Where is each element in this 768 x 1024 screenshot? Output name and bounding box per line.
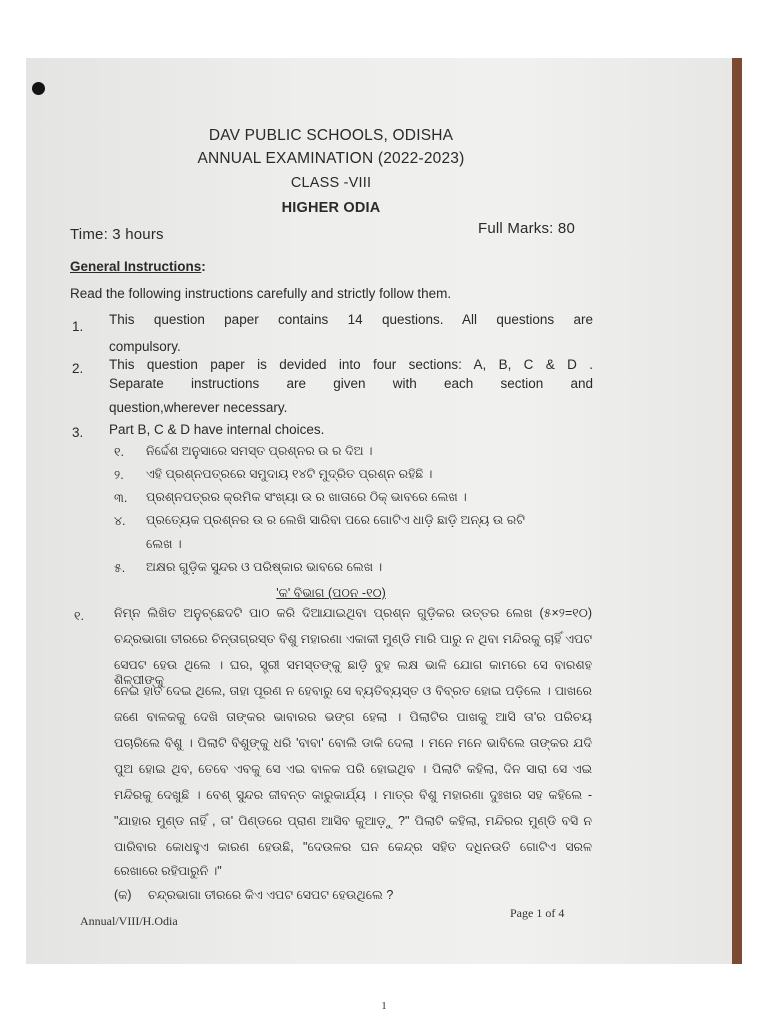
passage-line-11: ରେଖାରେ ରହିପାରୁନି ।" (114, 864, 222, 878)
section-title: 'କ' ବିଭାଗ (ପଠନ -୧୦) (276, 586, 386, 600)
odia-instruction-5-text: ଅକ୍ଷର ଗୁଡ଼ିକ ସୁନ୍ଦର ଓ ପରିଷ୍କାର ଭାବରେ ଲେଖ । (146, 560, 383, 574)
paper-code: Annual/VIII/H.Odia (80, 914, 178, 928)
passage-line-9: "ଯାହାର ମୁଣ୍ଡ ନାହିଁ , ତା' ପିଣ୍ଡରେ ପ୍ରାଣ ଆସିବ କୁଆଡ଼ୁ ?" ପିଲାଟି କହିଲା, ମନ୍ଦିରର ମୁଣ୍ଡି ବସି ନ (114, 814, 592, 828)
instruction-2-line-1: This question paper is devided into four sections: A, B, C & D . (109, 357, 593, 372)
odia-instruction-1-text: ନିର୍ଦ୍ଦେଶ ଅନୁସାରେ ସମସ୍ତ ପ୍ରଶ୍ନର ଉ ର ଦିଅ । (146, 444, 373, 458)
odia-instruction-4-num: ୪. (114, 514, 126, 528)
odia-instruction-3-text: ପ୍ରଶ୍ନପତ୍ରର କ୍ରମିକ ସଂଖ୍ୟା ଉ ର ଖାତାରେ ଠିକ୍ ଭାବରେ ଲେଖ । (146, 490, 467, 504)
instruction-1-line-1: This question paper contains 14 questions. All questions are (109, 312, 593, 327)
instruction-1-num: 1. (72, 319, 84, 334)
passage-line-6: ପଚାରିଲେ ବିଶୁ । ପିଲାଟି ବିଶୁଙ୍କୁ ଧରି 'ବାବା' ବୋଲି ଡାକି ଦେଲା । ମନେ ମନେ ଭାବିଲେ ତାଙ୍କର ଯଦି (114, 736, 592, 750)
passage-line-5: ଜଣେ ବାଳକକୁ ଦେଖି ତାଙ୍କର ଭାବାରର ଭଙ୍ଗ ହେଲା । ପିଲାଟିର ପାଖକୁ ଆସି ତା'ର ପରିଚୟ (114, 710, 592, 724)
instruction-2-line-3: question,wherever necessary. (109, 400, 288, 415)
passage-line-2: ଚନ୍ଦ୍ରଭାଗା ତୀରରେ ଚିନ୍ତାଗ୍ରସ୍ତ ବିଶୁ ମହାରଣା ଏକାକୀ ମୁଣ୍ଡି ମାରି ପାରୁ ନ ଥିବା ମନ୍ଦିରକୁ ଚାହିଁ ଏପଟ (114, 632, 592, 646)
odia-instruction-5-num: ୫. (114, 561, 126, 575)
odia-instruction-4-line-2: ଲେଖ । (146, 537, 182, 551)
full-marks: Full Marks: 80 (478, 220, 575, 237)
school-name: DAV PUBLIC SCHOOLS, ODISHA (208, 127, 454, 144)
instruction-3-num: 3. (72, 425, 84, 440)
subject-title: HIGHER ODIA (281, 200, 381, 216)
instructions-heading-colon: : (201, 259, 206, 274)
class-label: CLASS -VIII (290, 175, 372, 191)
instructions-heading-text: General Instructions (70, 259, 202, 274)
instruction-2-num: 2. (72, 361, 84, 376)
passage-line-1: ନିମ୍ନ ଲିଖିତ ଅନୁଚ୍ଛେଦଟି ପାଠ କରି ଦିଆଯାଇଥିବା ପ୍ରଶ୍ନ ଗୁଡ଼ିକର ଉତ୍ତର ଲେଖ (୫×୨=୧୦) (114, 606, 592, 620)
page-number: 1 (381, 1000, 387, 1012)
page-indicator: Page 1 of 4 (510, 906, 565, 920)
instructions-intro: Read the following instructions carefully and strictly follow them. (70, 286, 452, 301)
passage-line-3: ସେପଟ ହେଉ ଥିଲେ । ଘର, ସ୍ତ୍ରୀ ସମସ୍ତଙ୍କୁ ଛାଡ଼ି ବୁହ ଲକ୍ଷ ଭାଳି ଯୋଗ କାମରେ ସେ ବାରଶହ ଶିଳ୍ପୀଙ୍କୁ (114, 658, 592, 687)
question-1-num: ୧. (74, 609, 84, 623)
instructions-heading (70, 259, 206, 274)
document-photo (26, 58, 742, 964)
sub-question-num: (କ) (114, 888, 132, 902)
exam-title: ANNUAL EXAMINATION (2022-2023) (197, 150, 465, 167)
passage-line-7: ପୁଅ ହୋଇ ଥିବ, ତେବେ ଏବକୁ ସେ ଏଇ ବାଳକ ପରି ହୋଇଥିବ । ପିଲାଟି କହିଲା, ଦିନ ସାରା ସେ ଏଇ (114, 762, 592, 776)
odia-instruction-2-num: ୨. (114, 468, 124, 482)
instruction-1-line-2: compulsory. (109, 339, 181, 354)
odia-instruction-4-line-1: ପ୍ରତ୍ୟେକ ପ୍ରଶ୍ନର ଉ ର ଲେଖି ସାରିବା ପରେ ଗୋଟିଏ ଧାଡ଼ି ଛାଡ଼ି ଅନ୍ୟ ଉ ରଟି (146, 513, 525, 527)
instruction-2-line-2: Separate instructions are given with each section and (109, 376, 593, 391)
question-paper (26, 58, 732, 964)
odia-instruction-2-text: ଏହି ପ୍ରଶ୍ନପତ୍ରରେ ସମୁଦାୟ ୧୪ଟି ମୁଦ୍ରିତ ପ୍ରଶ୍ନ ରହିଛି । (146, 467, 433, 481)
instruction-3-line-1: Part B, C & D have internal choices. (109, 422, 325, 437)
passage-line-4: ନେଇ ହାତ ଦେଇ ଥିଲେ, ତାହା ପୂରଣ ନ ହେବାରୁ ସେ ବ୍ୟତିବ୍ୟସ୍ତ ଓ ବିବ୍ରତ ହୋଇ ପଡ଼ିଲେ । ପାଖରେ (114, 684, 592, 698)
passage-line-10: ପାରିବାର କୋଧହୁଏ କାରଣ ହେଉଛି, "ଦେଉଳର ଘନ କେନ୍ଦ୍ର ସହିତ ଦଧିନଉତି ଗୋଟିଏ ସରଳ (114, 840, 592, 854)
punch-hole (32, 82, 45, 95)
time-label: Time: 3 hours (70, 226, 164, 243)
odia-instruction-3-num: ୩. (114, 491, 128, 505)
sub-question-text: ଚନ୍ଦ୍ରଭାଗା ତୀରରେ କିଏ ଏପଟ ସେପଟ ହେଉଥିଲେ ? (148, 888, 394, 902)
passage-line-8: ମନ୍ଦିରକୁ ଦେଖୁଛି । ବେଶ୍ ସୁନ୍ଦର ଜୀବନ୍ତ କାରୁକାର୍ଯ୍ୟ । ମାତ୍ର ବିଶୁ ମହାରଣା ଦୁଃଖର ସହ କହିଲେ - (114, 788, 592, 802)
odia-instruction-1-num: ୧. (114, 445, 124, 459)
